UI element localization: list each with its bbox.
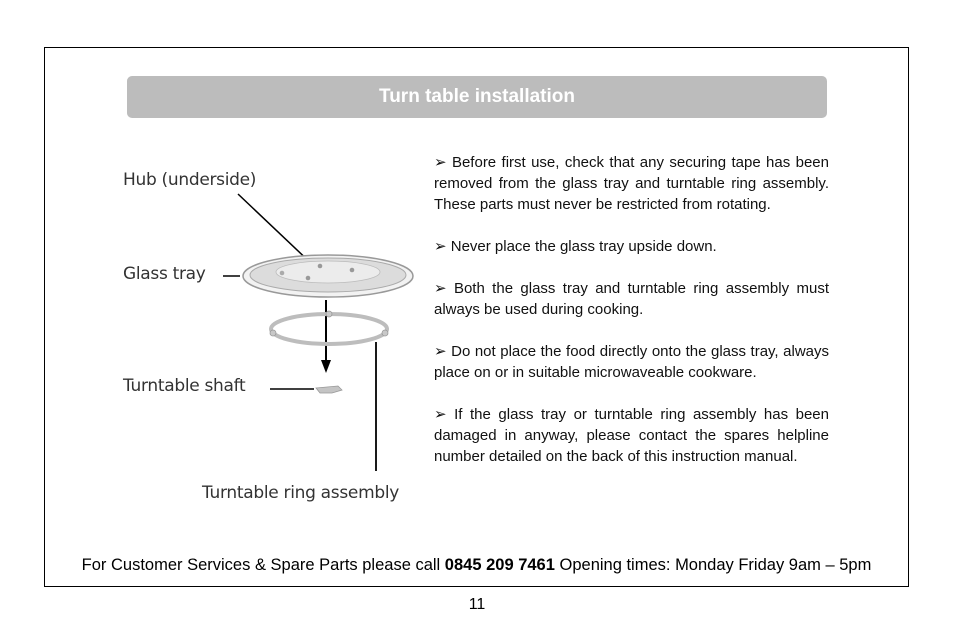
turntable-diagram	[110, 160, 420, 520]
footer-prefix: For Customer Services & Spare Parts please call	[81, 556, 445, 574]
phone-number: 0845 209 7461	[444, 556, 555, 574]
section-title	[127, 76, 827, 118]
footer-suffix: Opening times: Monday Friday 9am – 5pm	[554, 556, 872, 574]
shaft-arrow-head	[321, 360, 331, 373]
customer-service-footer	[44, 556, 909, 575]
section-title-text: Turn table installation	[379, 86, 575, 107]
turntable-shaft-label: Turntable shaft	[123, 376, 246, 396]
glass-tray-hub	[276, 261, 380, 283]
turntable-illustration	[110, 160, 420, 520]
instruction-item: ➢ Before first use, check that any securing tape has been removed from the glass tray and turntable ring assembly. These parts must never be restricted from rotating.	[434, 154, 829, 213]
instruction-item: ➢ If the glass tray or turntable ring assembly has been damaged in anyway, please contact the spares helpline number detailed on the back of this instruction manual.	[434, 406, 829, 465]
instruction-item: ➢ Never place the glass tray upside down.	[434, 238, 717, 255]
instruction-list	[434, 152, 829, 467]
turntable-shaft-shape	[316, 386, 342, 393]
turntable-ring-shape	[271, 314, 387, 344]
hub-label: Hub (underside)	[123, 170, 257, 190]
page-number: 11	[468, 596, 486, 613]
instruction-item: ➢ Do not place the food directly onto the glass tray, always place on or in suitable microwaveable cookware.	[434, 343, 829, 381]
instruction-item: ➢ Both the glass tray and turntable ring assembly must always be used during cooking.	[434, 280, 829, 318]
glass-tray-label: Glass tray	[123, 264, 206, 284]
ring-assembly-label: Turntable ring assembly	[202, 483, 400, 503]
